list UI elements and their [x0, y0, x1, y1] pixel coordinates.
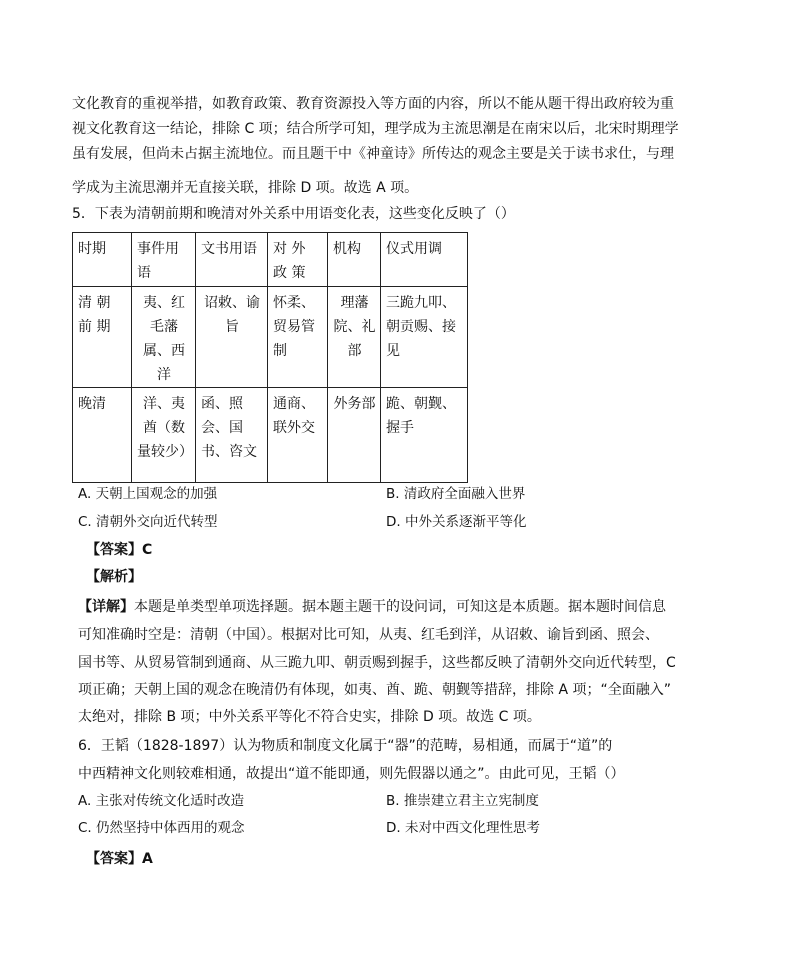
q5-option-d: D. 中外关系逐渐平等化 — [386, 514, 527, 530]
table-header-cell: 时期 — [73, 233, 132, 287]
table-header-cell: 文书用语 — [196, 233, 268, 287]
q6-option-c: C. 仍然坚持中体西用的观念 — [78, 820, 245, 836]
detail-line-3: 国书等、从贸易管制到通商、从三跪九叩、朝贡赐到握手，这些都反映了清朝外交向近代转型，C — [78, 655, 676, 671]
q5-option-c: C. 清朝外交向近代转型 — [78, 514, 218, 530]
table-header-cell: 仪式用调 — [381, 233, 468, 287]
table-row — [73, 287, 468, 388]
table-cell: 跪、朝觐、握手 — [381, 388, 468, 483]
answer-value: C — [142, 542, 153, 558]
table-cell: 诏敕、谕旨 — [196, 287, 268, 388]
table-header-cell: 对 外 政 策 — [268, 233, 328, 287]
table-cell: 洋、夷酋（数量较少） — [132, 388, 196, 483]
detail-line-2: 可知准确时空是：清朝（中国）。根据对比可知，从夷、红毛到洋，从诏敕、谕旨到函、照会、 — [78, 627, 659, 643]
q5-option-b: B. 清政府全面融入世界 — [386, 486, 526, 502]
detail-line-1: 【详解】本题是单类型单项选择题。据本题主题干的设问词，可知这是本质题。据本题时间信息 — [78, 599, 666, 615]
q6-stem-line-2: 中西精神文化则较难相通，故提出“道不能即通，则先假器以通之”。由此可见，王韬（） — [78, 766, 625, 782]
q6-option-a: A. 主张对传统文化适时改造 — [78, 793, 245, 809]
q5-option-a: A. 天朝上国观念的加强 — [78, 486, 218, 502]
table-row — [73, 388, 468, 483]
table-cell: 夷、红毛藩属、西洋 — [132, 287, 196, 388]
intro-line-4: 学成为主流思潮并无直接关联，排除 D 项。故选 A 项。 — [72, 180, 419, 196]
table-header-row — [73, 233, 468, 287]
table-header-cell: 机构 — [328, 233, 381, 287]
q5-stem: 5．下表为清朝前期和晚清对外关系中用语变化表，这些变化反映了（） — [72, 206, 515, 222]
answer-label: 【答案】 — [86, 542, 142, 558]
table-cell: 怀柔、贸易管制 — [268, 287, 328, 388]
table-cell: 晚清 — [73, 388, 132, 483]
intro-line-3: 虽有发展，但尚未占据主流地位。而且题干中《神童诗》所传达的观念主要是关于读书求仕，与理 — [72, 146, 674, 162]
intro-line-1: 文化教育的重视举措，如教育政策、教育资源投入等方面的内容，所以不能从题干得出政府较为重 — [72, 96, 674, 112]
analysis-label: 【解析】 — [86, 569, 142, 585]
table-cell: 外务部 — [328, 388, 381, 483]
intro-line-2: 视文化教育这一结论，排除 C 项；结合所学可知，理学成为主流思潮是在南宋以后，北宋时期理学 — [72, 121, 679, 137]
table-cell: 理藩院、礼部 — [328, 287, 381, 388]
q6-answer — [86, 851, 153, 867]
table-cell: 通商、联外交 — [268, 388, 328, 483]
q5-answer — [86, 542, 152, 558]
detail-label: 【详解】 — [78, 599, 134, 615]
table-cell: 函、照会、国书、咨文 — [196, 388, 268, 483]
table-header-cell: 事件用语 — [132, 233, 196, 287]
detail-line-5: 太绝对，排除 B 项；中外关系平等化不符合史实，排除 D 项。故选 C 项。 — [78, 709, 541, 725]
q6-option-b: B. 推崇建立君主立宪制度 — [386, 793, 539, 809]
detail-line-4: 项正确；天朝上国的观念在晚清仍有体现，如夷、酋、跪、朝觐等措辞，排除 A 项；“全面融入” — [78, 682, 671, 698]
terms-table — [72, 232, 468, 483]
q6-option-d: D. 未对中西文化理性思考 — [386, 820, 540, 836]
table-cell: 三跪九叩、朝贡赐、接见 — [381, 287, 468, 388]
table-cell: 清 朝 前 期 — [73, 287, 132, 388]
q6-stem-line-1: 6．王韬（1828-1897）认为物质和制度文化属于“器”的范畴，易相通，而属于“道”的 — [78, 738, 613, 754]
answer-label: 【答案】 — [86, 851, 142, 867]
answer-value: A — [142, 851, 153, 867]
